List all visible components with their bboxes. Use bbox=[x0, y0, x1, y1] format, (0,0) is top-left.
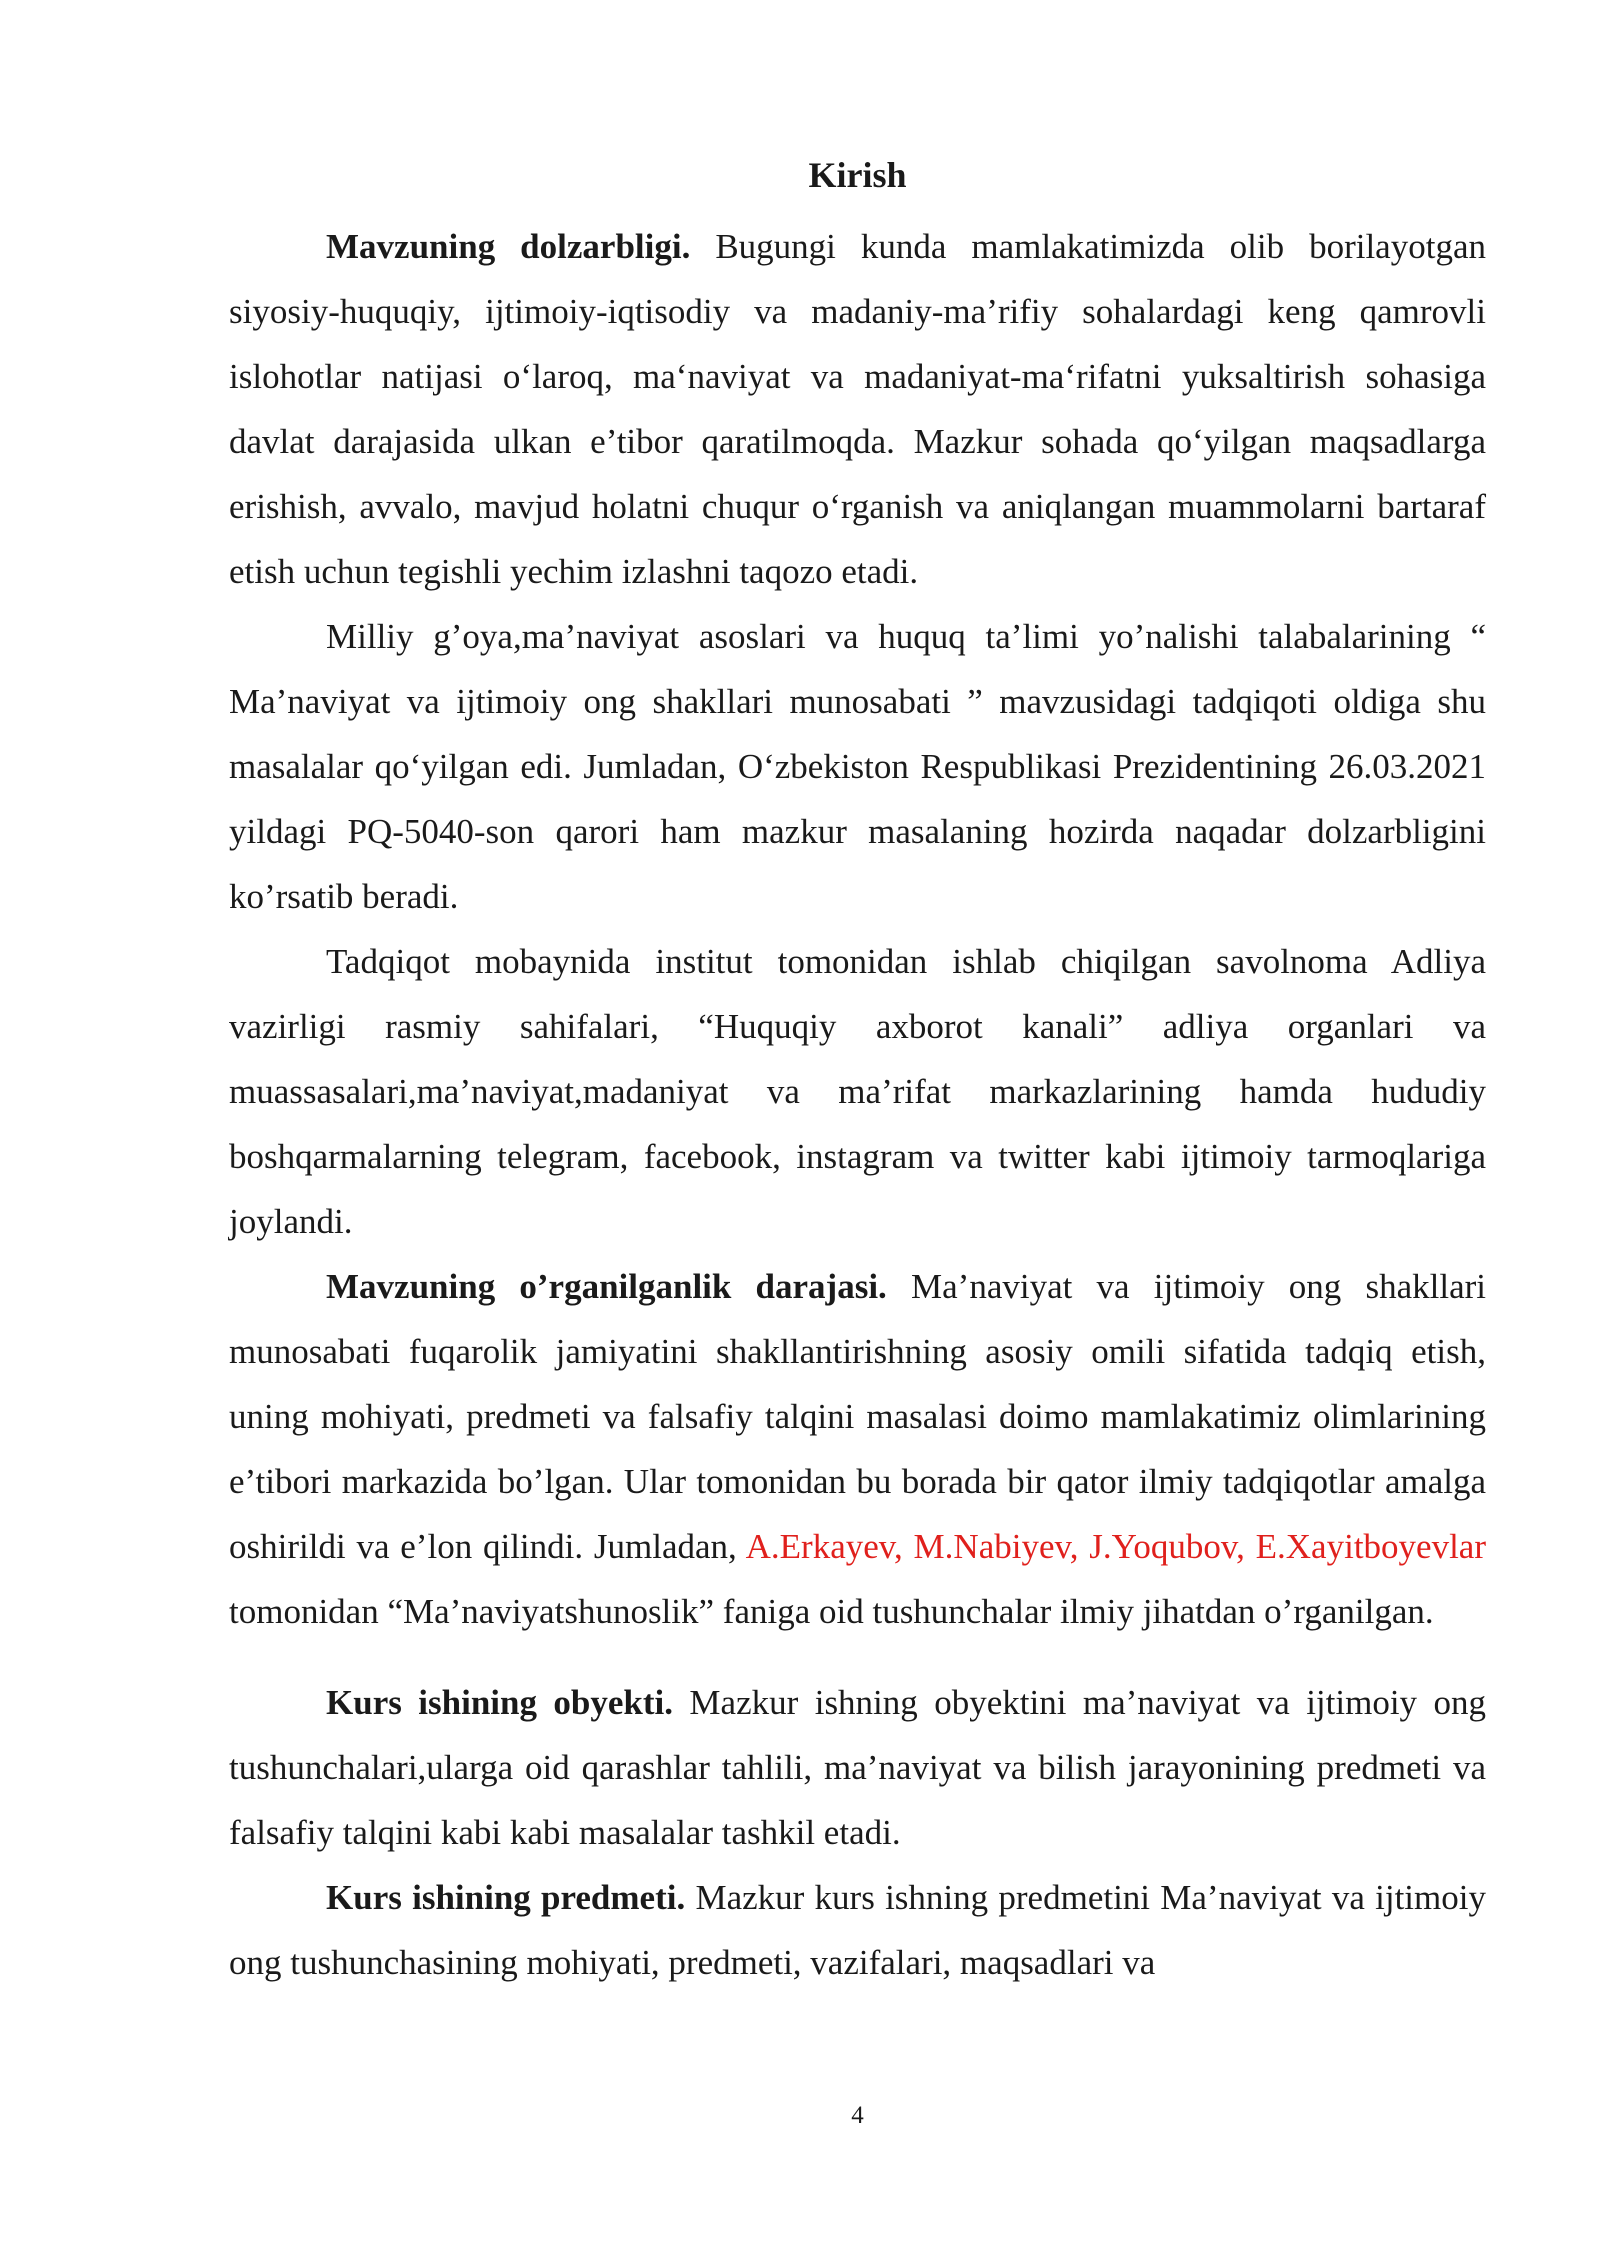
page-number: 4 bbox=[851, 2102, 864, 2129]
paragraph-subject-text: Mazkur kurs ishning predmetini Ma’naviyat va ijtimoiy ong tushunchasining mohiyati, predmeti, vazifalari, maqsadlari va bbox=[229, 1878, 1486, 1982]
document-page bbox=[229, 148, 1486, 1995]
paragraph-survey bbox=[229, 929, 1486, 1254]
author-names-highlight: A.Erkayev, M.Nabiyev, J.Yoqubov, E.Xayitboyevlar bbox=[745, 1527, 1486, 1566]
paragraph-study-task-text: Milliy g’oya,ma’naviyat asoslari va huquq ta’limi yo’nalishi talabalarining “ Ma’naviyat va ijtimoiy ong shakllari munosabati ” mavzusidagi tadqiqoti oldiga shu masalalar qo‘yilgan edi. Jumladan, O‘zbekiston Respublikasi Prezidentining 26.03.2021 yildagi PQ-5040-son qarori ham mazkur masalaning hozirda naqadar dolzarbligini ko’rsatib beradi. bbox=[229, 617, 1486, 916]
paragraph-relevance-text: Bugungi kunda mamlakatimizda olib borilayotgan siyosiy-huquqiy, ijtimoiy-iqtisodiy va madaniy-ma’rifiy sohalardagi keng qamrovli islohotlar natijasi o‘laroq, ma‘naviyat va madaniyat-ma‘rifatni yuksaltirish sohasiga davlat darajasida ulkan e’tibor qaratilmoqda. Mazkur sohada qo‘yilgan maqsadlarga erishish, avvalo, mavjud holatni chuqur o‘rganish va aniqlangan muammolarni bartaraf etish uchun tegishli yechim izlashni taqozo etadi. bbox=[229, 227, 1486, 591]
paragraph-object-text: Mazkur ishning obyektini ma’naviyat va ijtimoiy ong tushunchalari,ularga oid qarashlar tahlili, ma’naviyat va bilish jarayonining predmeti va falsafiy talqini kabi kabi masalalar tashkil etadi. bbox=[229, 1683, 1486, 1852]
paragraph-survey-text: Tadqiqot mobaynida institut tomonidan ishlab chiqilgan savolnoma Adliya vazirligi rasmiy sahifalari, “Huquqiy axborot kanali” adliya organlari va muassasalari,ma’naviyat,madaniyat va ma’rifat markazlarining hamda hududiy boshqarmalarning telegram, facebook, instagram va twitter kabi ijtimoiy tarmoqlariga joylandi. bbox=[229, 942, 1486, 1241]
paragraph-subject bbox=[229, 1865, 1486, 1995]
paragraph-study-task bbox=[229, 604, 1486, 929]
paragraph-research-level-text: Ma’naviyat va ijtimoiy ong shakllari munosabati fuqarolik jamiyatini shakllantirishning asosiy omili sifatida tadqiq etish, uning mohiyati, predmeti va falsafiy talqini masalasi doimo mamlakatimiz olimlarining e’tibori markazida bo’lgan. Ular tomonidan bu borada bir qator ilmiy tadqiqotlar amalga oshirildi va e’lon qilindi. Jumladan, bbox=[229, 1267, 1486, 1566]
paragraph-object bbox=[229, 1670, 1486, 1865]
paragraph-research-level-text-end: tomonidan “Ma’naviyatshunoslik” faniga oid tushunchalar ilmiy jihatdan o’rganilgan. bbox=[229, 1592, 1434, 1631]
paragraph-research-level-lead: Mavzuning o’rganilganlik darajasi. bbox=[326, 1267, 887, 1306]
paragraph-research-level bbox=[229, 1254, 1486, 1644]
paragraph-relevance bbox=[229, 214, 1486, 604]
section-title: Kirish bbox=[808, 155, 907, 195]
paragraph-object-lead: Kurs ishining obyekti. bbox=[326, 1683, 673, 1722]
paragraph-relevance-lead: Mavzuning dolzarbligi. bbox=[326, 227, 691, 266]
paragraph-subject-lead: Kurs ishining predmeti. bbox=[326, 1878, 686, 1917]
